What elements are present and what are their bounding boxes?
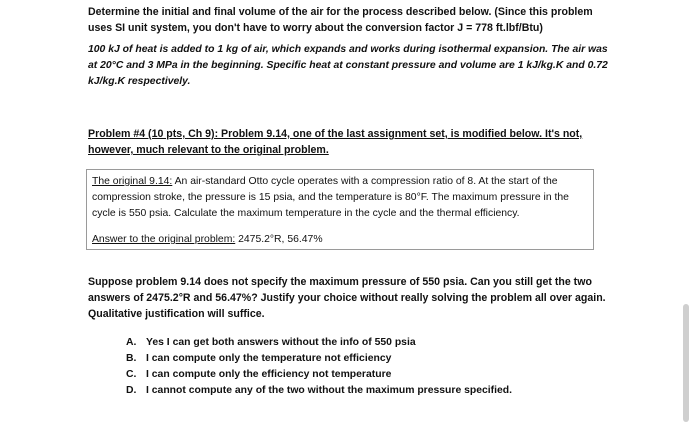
- option-c[interactable]: [126, 367, 586, 383]
- given-conditions-paragraph: 100 kJ of heat is added to 1 kg of air, which expands and works during isothermal expansion. The air was at 20°C and 3 MPa in the beginning. Specific heat at constant pressure and volume are 1 kJ/kg.K and 0.72 kJ/kg.K respectively.: [88, 44, 608, 87]
- option-text: I cannot compute any of the two without the maximum pressure specified.: [146, 385, 513, 396]
- option-letter: D.: [126, 385, 137, 396]
- original-answer-value: 2475.2°R, 56.47%: [235, 234, 323, 245]
- option-letter: C.: [126, 369, 137, 380]
- option-letter: B.: [126, 353, 137, 364]
- answer-options: [126, 335, 586, 399]
- original-problem-body: An air-standard Otto cycle operates with a compression ratio of 8. At the start of the compression stroke, the pressure is 15 psia, and the temperature is 80°F. The maximum pressure in the cycle is 550 psia. Calculate the maximum temperature in the cycle and the thermal efficiency.: [92, 176, 569, 219]
- intro-paragraph: Determine the initial and final volume of the air for the process described below. (Since this problem uses SI unit system, you don't have to worry about the conversion factor J = 778 ft.lbf/Btu): [88, 6, 593, 34]
- original-problem-text: [92, 174, 590, 222]
- option-letter: A.: [126, 337, 137, 348]
- option-text: I can compute only the efficiency not temperature: [146, 369, 392, 380]
- option-text: Yes I can get both answers without the info of 550 psia: [146, 337, 416, 348]
- option-text: I can compute only the temperature not efficiency: [146, 353, 392, 364]
- question-paragraph: Suppose problem 9.14 does not specify the maximum pressure of 550 psia. Can you still get the two answers of 2475.2°R and 56.47%? Justify your choice without really solving the problem all over again. Qualitative justification will suffice.: [88, 276, 606, 320]
- option-d[interactable]: [126, 383, 586, 399]
- original-problem-label: The original 9.14:: [92, 176, 173, 187]
- option-b[interactable]: [126, 351, 586, 367]
- original-problem-box: [86, 169, 594, 250]
- vertical-scrollbar[interactable]: [683, 304, 689, 422]
- problem-heading: Problem #4 (10 pts, Ch 9): Problem 9.14, one of the last assignment set, is modified below. It's not, however, much relevant to the original problem.: [88, 128, 583, 156]
- original-answer: [92, 232, 590, 248]
- option-a[interactable]: [126, 335, 586, 351]
- original-answer-label: Answer to the original problem:: [92, 234, 236, 245]
